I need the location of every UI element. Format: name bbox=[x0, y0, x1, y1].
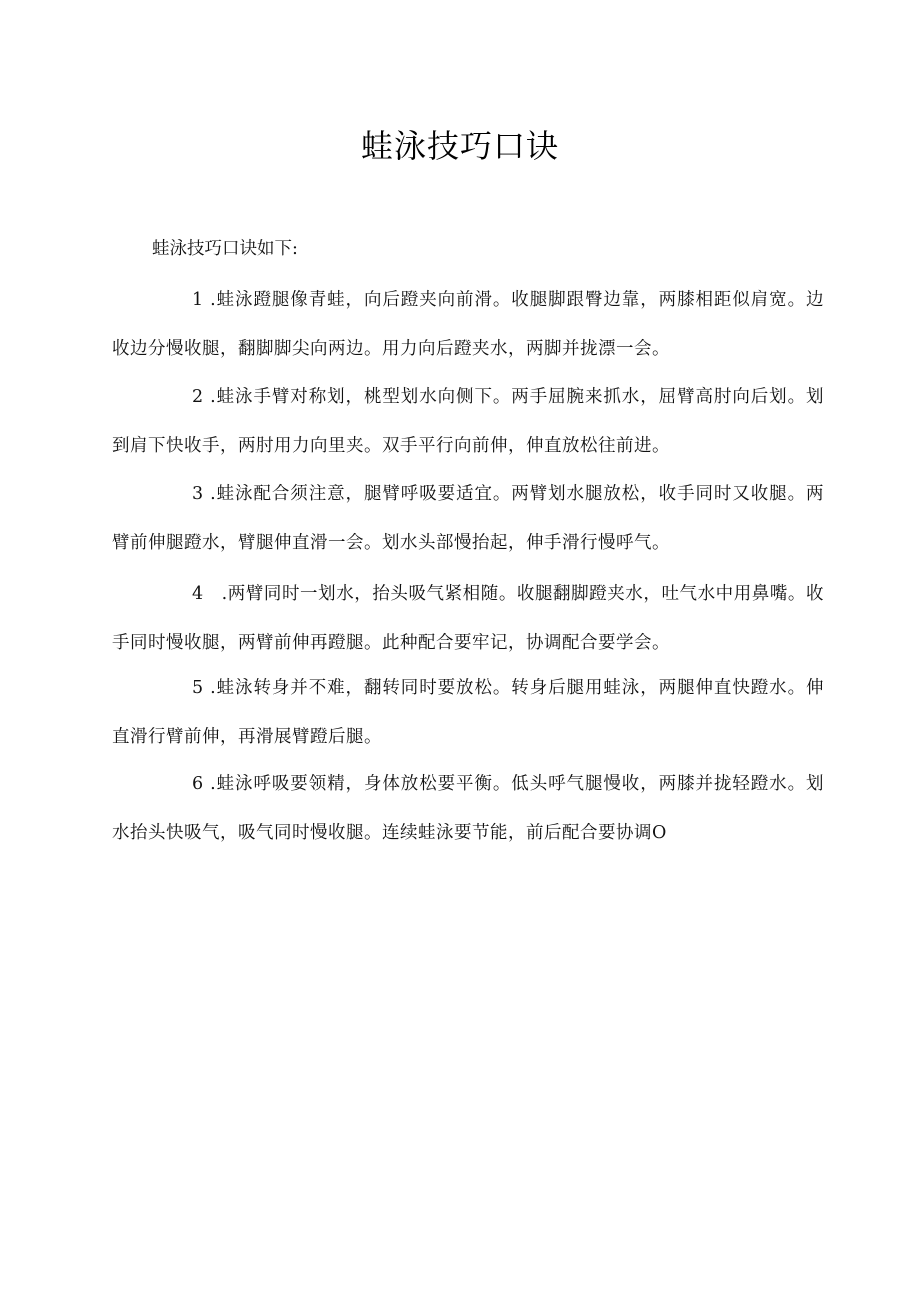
paragraph-number: 4 bbox=[192, 584, 204, 604]
paragraph-text: .蛙泳配合须注意，腿臂呼吸要适宜。两臂划水腿放松，收手同时又收腿。两臂前伸腿蹬水，臂腿伸直滑一会。划水头部慢抬起，伸手滑行慢呼气。 bbox=[112, 484, 824, 553]
paragraph-text: .两臂同时一划水，抬头吸气紧相随。收腿翻脚蹬夹水，吐气水中用鼻嘴。收手同时慢收腿，两臂前伸再蹬腿。此种配合要牢记，协调配合要学会。 bbox=[112, 584, 824, 653]
intro-text: 蛙泳技巧口诀如下: bbox=[152, 239, 298, 259]
paragraph-text: .蛙泳蹬腿像青蛙，向后蹬夹向前滑。收腿脚跟臀边靠，两膝相距似肩宽。边收边分慢收腿，翻脚脚尖向两边。用力向后蹬夹水，两脚并拢漂一会。 bbox=[112, 290, 824, 359]
paragraph-number: 2 bbox=[192, 387, 204, 407]
paragraph-number: 1 bbox=[192, 290, 204, 310]
paragraph-number: 5 bbox=[192, 678, 204, 698]
paragraph-1 bbox=[112, 276, 824, 374]
paragraph-6 bbox=[112, 760, 824, 858]
paragraph-3 bbox=[112, 470, 824, 568]
paragraph-4 bbox=[112, 570, 824, 668]
paragraph-5 bbox=[112, 664, 824, 762]
document-title: 蛙泳技巧口诀 bbox=[360, 127, 559, 165]
paragraph-text: .蛙泳转身并不难，翻转同时要放松。转身后腿用蛙泳，两腿伸直快蹬水。伸直滑行臂前伸，再滑展臂蹬后腿。 bbox=[112, 678, 824, 747]
paragraph-number: 3 bbox=[192, 484, 204, 504]
paragraph-text: .蛙泳手臂对称划，桃型划水向侧下。两手屈腕来抓水，屈臂高肘向后划。划到肩下快收手，两肘用力向里夹。双手平行向前伸，伸直放松往前进。 bbox=[112, 387, 824, 456]
paragraph-number: 6 bbox=[192, 774, 204, 794]
paragraph-text: .蛙泳呼吸要领精，身体放松要平衡。低头呼气腿慢收，两膝并拢轻蹬水。划水抬头快吸气，吸气同时慢收腿。连续蛙泳要节能，前后配合要协调O bbox=[112, 774, 824, 843]
paragraph-2 bbox=[112, 373, 824, 471]
